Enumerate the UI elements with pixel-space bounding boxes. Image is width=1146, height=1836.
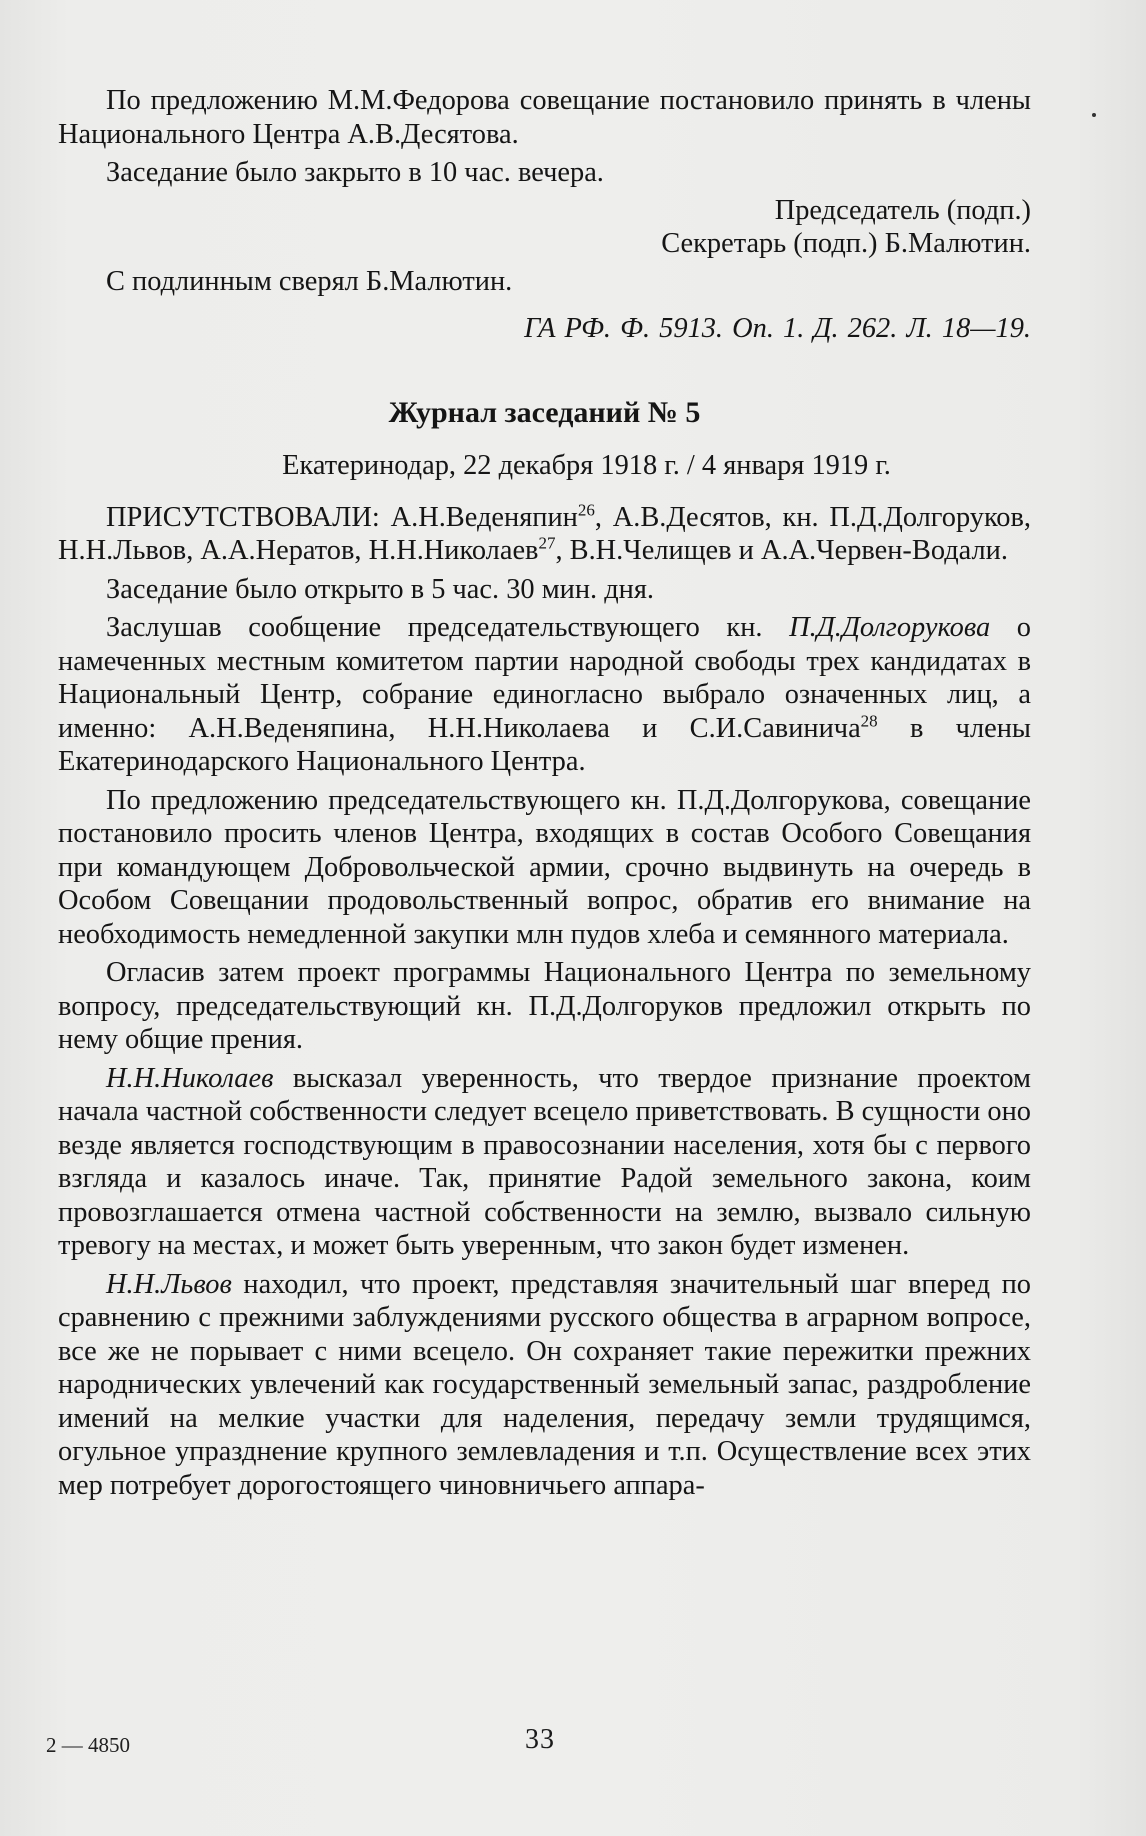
page-number: 33 — [525, 1724, 555, 1755]
paragraph-nikolaev — [58, 1062, 1031, 1263]
archive-source-reference: ГА РФ. Ф. 5913. Оп. 1. Д. 262. Л. 18—19. — [524, 313, 1031, 344]
paragraph-meeting-closed: Заседание было закрыто в 10 час. вечера. — [106, 157, 604, 188]
footnote-ref-27: 27 — [538, 533, 556, 553]
signature-chairman: Председатель (подп.) — [774, 194, 1031, 226]
speaker-nikolaev: Н.Н.Николаев — [106, 1062, 274, 1094]
journal-title: Журнал заседаний № 5 — [388, 395, 701, 429]
election-text-end: в члены Екатеринодарского Национального Центра. — [58, 712, 1031, 777]
paragraph-meeting-opened: Заседание было открыто в 5 час. 30 мин. дня. — [106, 573, 655, 605]
paragraph-fedorov-proposal: По предложению М.М.Федорова совещание постановило принять в члены Национального Центра А.В.Десятова. — [58, 85, 1031, 150]
paragraph-verified: С подлинным сверял Б.Малютин. — [106, 265, 513, 297]
paragraph-lvov — [58, 1268, 1031, 1503]
journal-dateline: Екатеринодар, 22 декабря 1918 г. / 4 января 1919 г. — [282, 450, 891, 481]
speaker-lvov: Н.Н.Львов — [106, 1268, 232, 1300]
nikolaev-statement: высказал уверенность, что твердое признание проектом начала частной собственности следует всецело приветствовать. В сущности оно везде является господствующим в правосознании населения, хотя бы с первого взгляда и казалось иначе. Так, принятие Радой земельного закона, коим провозглашается отмена частной собственности на землю, вызвало сильную тревогу на местах, и может быть уверенным, что закон будет изменен. — [58, 1062, 1031, 1261]
footnote-ref-28: 28 — [860, 711, 878, 731]
text-column — [58, 84, 1031, 1507]
paragraph-food-question: По предложению председательствующего кн. П.Д.Долгорукова, совещание постановило просить членов Центра, входящих в состав Особого Совещания при командующем Добровольческой армии, срочно выдвинуть на очередь в Особом Совещании продовольственный вопрос, обратив его внимание на необходимость немедленной закупки млн пудов хлеба и семянного материала. — [58, 784, 1031, 950]
attendance-lead: ПРИСУТСТВОВАЛИ: А.Н.Веденяпин — [106, 501, 578, 533]
attendance-list-end: , В.Н.Челищев и А.А.Червен-Водали. — [555, 535, 1008, 566]
election-text: о намеченных местным комитетом партии народной свободы трех кандидатах в Национальный Центр, собрание единогласно выбрало означенных лиц, а именно: А.Н.Веденяпина, Н.Н.Николаева и С.И.Савинича — [58, 612, 1031, 744]
paragraph-election — [58, 611, 1031, 779]
paragraph-attendance — [58, 501, 1031, 568]
election-text-start: Заслушав сообщение председательствующего кн. — [106, 612, 790, 643]
paragraph-land-program: Огласив затем проект программы Национального Центра по земельному вопросу, председательствующий кн. П.Д.Долгоруков предложил открыть по нему общие прения. — [58, 957, 1031, 1055]
election-speaker-name: П.Д.Долгорукова — [789, 612, 991, 643]
signature-secretary: Секретарь (подп.) Б.Малютин. — [661, 228, 1031, 259]
signature-mark: 2 — 4850 — [46, 1733, 130, 1757]
footnote-ref-26: 26 — [577, 500, 595, 520]
lvov-statement: находил, что проект, представляя значительный шаг вперед по сравнению с прежними заблуждениями русского общества в аграрном вопросе, все же не порывает с ними всецело. Он сохраняет такие пережитки прежних народнических увлечений как государственный земельный запас, раздробление имений на мелкие участки для наделения, передачу земли трудящимся, огульное упразднение крупного землевладения и т.п. Осуществление всех этих мер потребует дорогостоящего чиновничьего аппара- — [58, 1268, 1031, 1501]
ink-speck — [1092, 113, 1096, 117]
attendance-list: , А.В.Десятов, кн. П.Д.Долгоруков, Н.Н.Львов, А.А.Нератов, Н.Н.Николаев — [58, 501, 1032, 566]
